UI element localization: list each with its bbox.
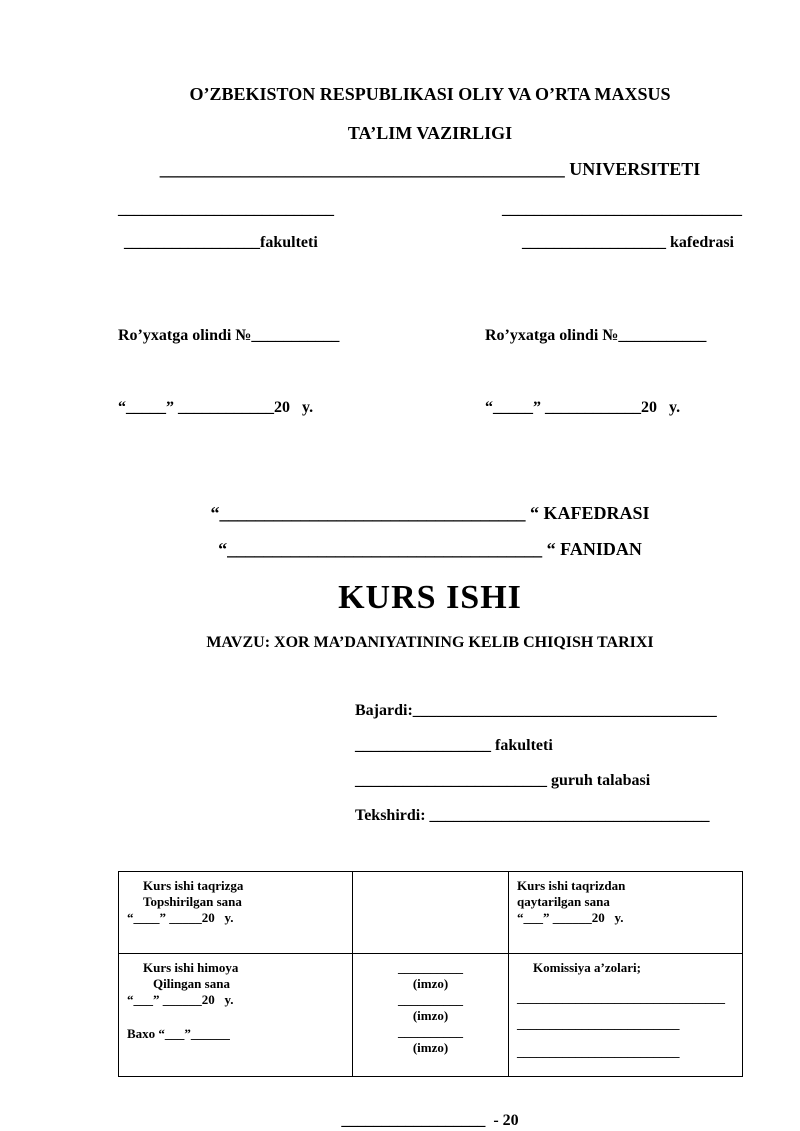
- document-content: [118, 0, 742, 1131]
- cell-grade-line: Baxo “___”______: [127, 1026, 230, 1041]
- signature-blank: __________: [398, 1024, 463, 1039]
- bajardi-line: Bajardi:______________________________________: [355, 702, 717, 719]
- university-line: _____________________________________________ UNIVERSITETI: [159, 159, 701, 179]
- registration-date-line: “_____” ____________20 y.: [485, 399, 681, 416]
- cell-date-line: “___” ______20 y.: [127, 992, 234, 1007]
- table-row: [119, 872, 743, 954]
- kafedrasi-blank-line: “__________________________________ “ KAFEDRASI: [210, 503, 650, 523]
- subject-lines: [118, 495, 742, 567]
- org-blank-row: [118, 199, 742, 221]
- department-name-blank: ______________________________: [502, 201, 742, 218]
- guruh-line: ________________________ guruh talabasi: [355, 772, 651, 789]
- ministry-title-line1: O’ZBEKISTON RESPUBLIKASI OLIY VA O’RTA MAXSUS: [189, 84, 671, 104]
- registration-right: [485, 282, 742, 462]
- registration-left: [118, 282, 339, 462]
- department-label-line: __________________ kafedrasi: [522, 234, 734, 251]
- cell-date-line: “___” ______20 y.: [517, 910, 624, 925]
- cell-text-line: Qilingan sana: [153, 976, 230, 991]
- cell-text-line: Kurs ishi himoya: [143, 960, 239, 975]
- faculty-label-line: _________________fakulteti: [124, 234, 318, 251]
- faculty-name-blank: ___________________________: [118, 201, 334, 218]
- cell-signatures: [353, 954, 509, 1077]
- tekshirdi-line: Tekshirdi: ___________________________________: [355, 807, 710, 824]
- ministry-title: [118, 75, 742, 153]
- signature-blank: __________: [398, 960, 463, 975]
- cell-returned-from-review: [509, 872, 743, 954]
- commission-blank: _________________________: [517, 1016, 680, 1031]
- cell-empty: [353, 872, 509, 954]
- cell-text-line: Kurs ishi taqrizdan: [517, 878, 626, 893]
- review-table: [118, 871, 743, 1077]
- cell-text-line: Komissiya a’zolari;: [533, 960, 641, 975]
- fanidan-blank-line: “___________________________________ “ FANIDAN: [218, 539, 642, 559]
- cell-defense-date: [119, 954, 353, 1077]
- signature-caption: (imzo): [412, 1008, 449, 1023]
- signature-caption: (imzo): [412, 976, 449, 991]
- signature-caption: (imzo): [412, 1040, 449, 1055]
- commission-blank: _________________________: [517, 1044, 680, 1059]
- cell-text-line: Topshirilgan sana: [143, 894, 242, 909]
- author-block: [355, 693, 742, 833]
- cell-submitted-for-review: [119, 872, 353, 954]
- registration-number-line: Ro’yxatga olindi №___________: [118, 327, 340, 344]
- main-title: KURS ISHI: [338, 579, 522, 616]
- cell-text-line: qaytarilgan sana: [517, 894, 610, 909]
- cell-text-line: Kurs ishi taqrizga: [143, 878, 244, 893]
- signature-blank: __________: [398, 992, 463, 1007]
- table-row: [119, 954, 743, 1077]
- footer-city-year-line: __________________ - 20: [341, 1112, 519, 1129]
- cell-commission-members: [509, 954, 743, 1077]
- registration-row: [118, 282, 742, 462]
- registration-number-line: Ro’yxatga olindi №___________: [485, 327, 707, 344]
- cell-date-line: “____” _____20 y.: [127, 910, 234, 925]
- registration-date-line: “_____” ____________20 y.: [118, 399, 314, 416]
- fakulteti-line: _________________ fakulteti: [355, 737, 553, 754]
- topic-line: MAVZU: XOR MA’DANIYATINING KELIB CHIQISH TARIXI: [206, 634, 654, 651]
- org-label-row: [118, 232, 742, 254]
- commission-blank: ________________________________: [517, 990, 725, 1005]
- ministry-title-line2: TA’LIM VAZIRLIGI: [347, 123, 513, 143]
